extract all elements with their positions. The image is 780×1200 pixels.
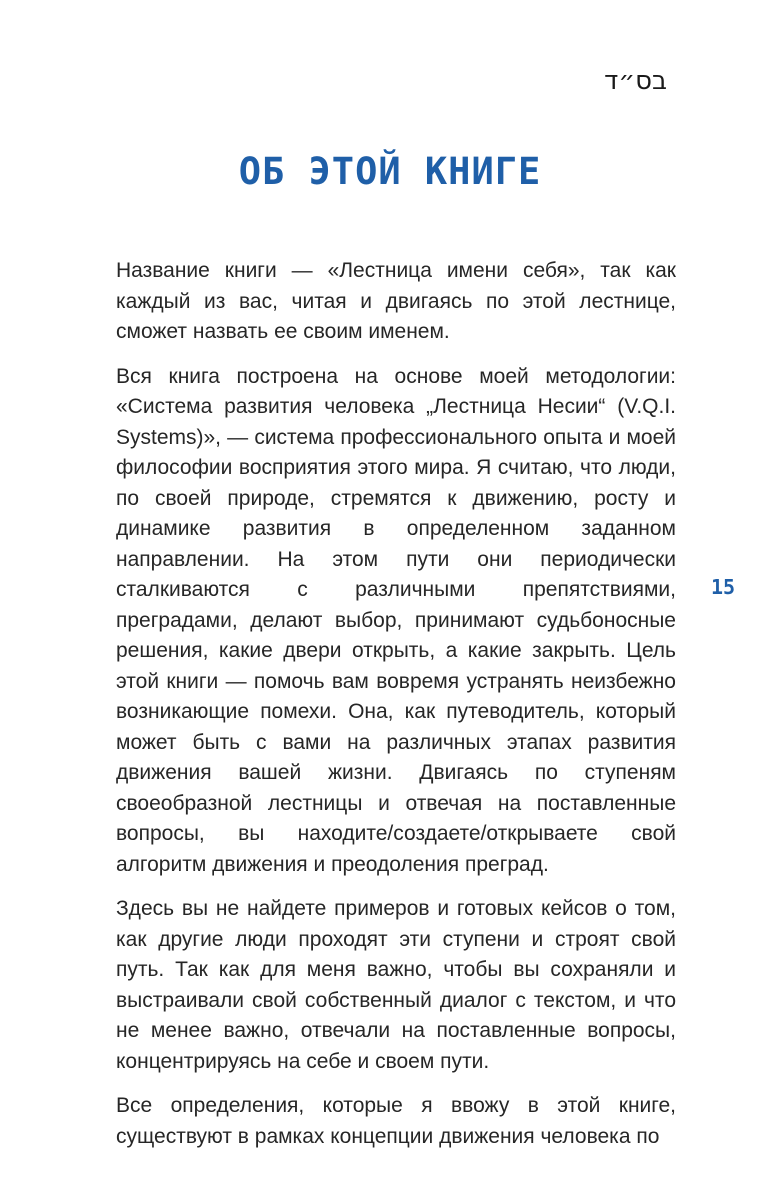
paragraph-3: Здесь вы не найдете примеров и готовых кейсов о том, как другие люди проходят эти ступени и строят свой путь. Так как для меня важно, чтобы вы сохраняли и выстраивали свой собственный диалог с текстом, и что не менее важно, отвечали на поставленные вопросы, концентрируясь на себе и своем пути. <box>116 897 676 1073</box>
paragraph-2: Вся книга построена на основе моей методологии: «Система развития человека „Лестница Несии“ (V.Q.I. Systems)», — система профессионального опыта и моей философии восприятия этого мира. Я считаю, что люди, по своей природе, стремятся к движению, росту и динамике развития в определенном заданном направлении. На этом пути они периодически сталкиваются с различными препятствиями, преградами, делают выбор, принимают судьбоносные решения, какие двери открыть, а какие закрыть. Цель этой книги — помочь вам вовремя устранять неизбежно возникающие помехи. Она, как путеводитель, который может быть с вами на различных этапах развития движения вашей жизни. Двигаясь по ступеням своеобразной лестницы и отвечая на поставленные вопросы, вы находите/создаете/открываете свой алгоритм движения и преодоления преград. <box>116 364 676 876</box>
body-text <box>116 256 676 1166</box>
page-number: 15 <box>711 575 736 599</box>
hebrew-header-mark: בס״ד <box>604 66 667 96</box>
paragraph-4: Все определения, которые я ввожу в этой книге, существуют в рамках концепции движения человека по <box>116 1094 676 1148</box>
paragraph-1: Название книги — «Лестница имени себя», так как каждый из вас, читая и двигаясь по этой лестнице, сможет назвать ее своим именем. <box>116 259 676 343</box>
chapter-title: ОБ ЭТОЙ КНИГЕ <box>238 150 542 193</box>
